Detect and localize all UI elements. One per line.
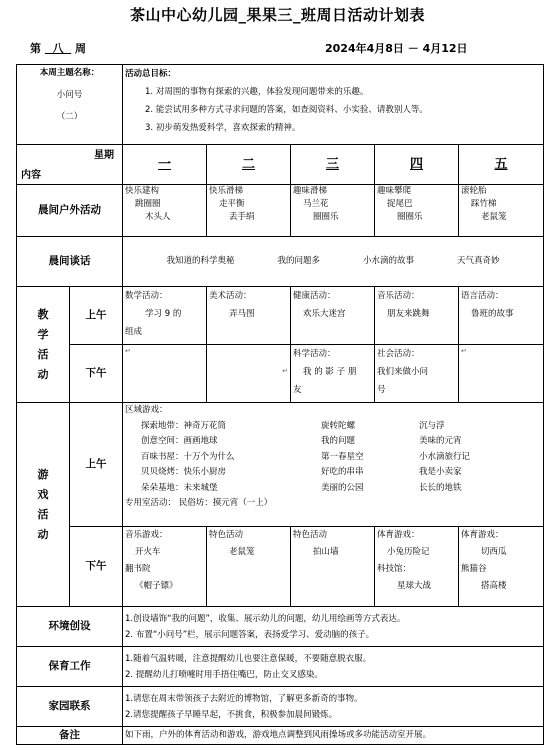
day-header xyxy=(459,145,544,185)
teaching-am-cell xyxy=(375,287,459,345)
cell-line: 学习 9 的 xyxy=(145,309,182,319)
area-row xyxy=(125,465,541,481)
plan-table xyxy=(16,64,544,745)
games-pm-cell xyxy=(123,527,207,607)
teaching-pm: 下午 xyxy=(70,345,123,403)
area-item: 探索地带：神奇万花筒 xyxy=(141,420,227,431)
teaching-label-text: 教学活动 xyxy=(37,307,49,381)
header-week: 星期 xyxy=(94,150,115,161)
cell-line: 欢乐大迷宫 xyxy=(303,309,346,319)
cell-line: 翻书院 xyxy=(125,564,151,574)
cell-line: 友 xyxy=(293,385,302,395)
week-row xyxy=(0,40,555,56)
care-label: 保育工作 xyxy=(17,647,123,687)
goals-cell xyxy=(123,65,544,145)
area-item: 我是小卖家 xyxy=(419,467,462,477)
games-label-text: 游戏活动 xyxy=(37,467,49,541)
cell-line: 我们来做小问 xyxy=(377,367,429,377)
home-item: 1.请您在周末带领孩子去附近的博物馆，了解更多新奇的事物。 xyxy=(125,693,363,704)
talk-item: 我的问题多 xyxy=(277,256,321,266)
cell-line: 社会活动： xyxy=(377,349,420,359)
cell-line: 跳圈圈 xyxy=(135,199,161,209)
env-label: 环境创设 xyxy=(17,607,123,647)
area-row xyxy=(125,481,541,497)
cell-line: 圈圈乐 xyxy=(397,212,423,222)
teaching-am-cell xyxy=(459,287,544,345)
area-item: 我的问题 xyxy=(321,436,356,446)
cell-line: 老鼠笼 xyxy=(481,212,507,222)
care-item: 2. 提醒幼儿打喷嚏时用手捂住嘴巴，防止交叉感染。 xyxy=(125,669,323,680)
games-am-cell xyxy=(123,403,544,527)
env-item: 2. 布置“小问号”栏，展示问题答案，表扬爱学习、爱动脑的孩子。 xyxy=(125,629,375,640)
area-label: 区域游戏： xyxy=(125,405,168,415)
note-label: 备注 xyxy=(17,727,123,745)
care-item: 1.随着气温转暖，注意提醒幼儿也要注意保暖，不要随意脱衣服。 xyxy=(125,653,372,664)
cell-line: 美术活动： xyxy=(209,291,252,301)
note-cell: 如下雨，户外的体育活动和游戏，游戏地点调整到风雨操场或多功能活动室开展。 xyxy=(123,727,544,745)
area-item: 好吃的串串 xyxy=(321,467,364,477)
teaching-am-cell xyxy=(291,287,375,345)
outdoor-label: 晨间户外活动 xyxy=(17,185,123,237)
cell-line: 号 xyxy=(377,385,386,395)
theme-cell xyxy=(17,65,123,145)
cell-line: 科学活动： xyxy=(293,349,336,359)
cell-line: 朋友来跳舞 xyxy=(387,309,430,319)
page-title: 茶山中心幼儿园_果果三_班周日活动计划表 xyxy=(129,6,425,24)
week-unit: 周 xyxy=(75,42,87,55)
outdoor-cell xyxy=(123,185,207,237)
day-label: 一 xyxy=(158,157,172,172)
area-item: 小水滴旅行记 xyxy=(419,451,471,462)
cell-line: 捉尾巴 xyxy=(387,199,413,209)
cell-mark: ↵ xyxy=(282,367,289,375)
cell-line: 我 的 影 子 朋 xyxy=(303,367,357,377)
cell-line: 音乐游戏： xyxy=(125,530,168,540)
day-header xyxy=(123,145,207,185)
area-item: 美丽的公园 xyxy=(321,482,364,493)
cell-line: 特色活动 xyxy=(209,530,244,540)
header-content: 内容 xyxy=(21,170,41,181)
env-cell xyxy=(123,607,544,647)
area-row xyxy=(125,434,541,450)
cell-line: 弄马图 xyxy=(229,309,255,319)
cell-line: 开火车 xyxy=(135,547,161,557)
games-pm-cell xyxy=(459,527,544,607)
area-row xyxy=(125,419,541,435)
teaching-pm-cell xyxy=(459,345,544,403)
env-item: 1.创设墙饰“我的问题”，收集、展示幼儿的问题，幼儿用绘画等方式表达。 xyxy=(125,613,406,624)
cell-line: 科技馆： xyxy=(377,564,412,574)
teaching-pm-cell xyxy=(123,345,207,403)
talk-item: 小水滴的故事 xyxy=(363,256,415,266)
day-label: 五 xyxy=(494,157,508,172)
games-pm-cell xyxy=(375,527,459,607)
cell-line: 特色活动 xyxy=(293,530,328,540)
week-label: 第 xyxy=(30,42,41,55)
area-item: 创意空间：画画地球 xyxy=(141,436,218,446)
goal-item: 1. 对周围的事物有探索的兴趣，体验发现问题带来的乐趣。 xyxy=(145,87,369,97)
week-num xyxy=(45,42,71,55)
goals-label: 活动总目标： xyxy=(125,69,177,79)
goal-item: 3. 初步萌发热爱科学，喜欢探索的精神。 xyxy=(145,123,301,133)
area-row xyxy=(125,450,541,466)
care-cell xyxy=(123,647,544,687)
cell-line: 木头人 xyxy=(145,212,171,222)
teaching-am-cell xyxy=(207,287,291,345)
cell-line: 马兰花 xyxy=(303,199,329,209)
home-item: 2.请您提醒孩子早睡早起，不挑食，积极参加晨间锻炼。 xyxy=(125,709,338,720)
teaching-pm-cell xyxy=(207,345,291,403)
area-item: 长长的地铁 xyxy=(419,482,462,493)
games-pm: 下午 xyxy=(70,527,123,607)
day-header xyxy=(291,145,375,185)
area-item: 贝贝烧烤：快乐小厨房 xyxy=(141,467,227,477)
week-num-value: 八 xyxy=(52,42,64,55)
cell-line: 搭高楼 xyxy=(481,581,507,591)
cell-line: 熊猫谷 xyxy=(461,564,487,574)
day-header xyxy=(207,145,291,185)
outdoor-cell xyxy=(459,185,544,237)
area-item: 旋转陀螺 xyxy=(321,420,356,431)
talk-item: 我知道的科学奥秘 xyxy=(166,256,235,266)
date-range: 2024年4月8日 － 4月12日 xyxy=(325,42,468,55)
room-activity: 专用室活动： 民俗坊：摸元宵（一上） xyxy=(125,498,273,508)
cell-line: 体育游戏： xyxy=(377,530,420,540)
teaching-label xyxy=(17,287,70,403)
theme-label: 本周主题名称： xyxy=(39,68,100,78)
day-header xyxy=(375,145,459,185)
outdoor-cell xyxy=(291,185,375,237)
games-pm-cell xyxy=(207,527,291,607)
cell-line: 切西瓜 xyxy=(481,547,507,557)
area-item: 百味书屋：十万个为什么 xyxy=(141,451,235,462)
cell-line: 丢手绢 xyxy=(229,212,255,222)
cell-mark: ↵ xyxy=(461,347,467,355)
cell-line: 组成 xyxy=(125,327,143,337)
cell-line: 鲁班的故事 xyxy=(471,309,514,319)
home-label: 家园联系 xyxy=(17,687,123,727)
games-label xyxy=(17,403,70,607)
cell-line: 星球大战 xyxy=(397,581,432,591)
cell-line: 圈圈乐 xyxy=(313,212,339,222)
games-am: 上午 xyxy=(70,403,123,527)
cell-line: 拍山墙 xyxy=(313,547,339,557)
talk-cell xyxy=(123,237,544,287)
cell-line: 踩竹梯 xyxy=(471,199,497,209)
cell-line: 趣味滑梯 xyxy=(293,186,328,196)
cell-line: 快乐滑梯 xyxy=(209,186,244,196)
cell-mark: ↵ xyxy=(125,347,131,355)
area-item: 沉与浮 xyxy=(419,420,445,431)
games-pm-cell xyxy=(291,527,375,607)
day-label: 二 xyxy=(242,157,256,172)
content-header xyxy=(17,145,123,185)
talk-label: 晨间谈话 xyxy=(17,237,123,287)
theme-sub: （二） xyxy=(56,112,83,122)
area-item: 美味的元宵 xyxy=(419,436,462,446)
cell-line: 快乐建构 xyxy=(125,186,160,196)
cell-line: 老鼠笼 xyxy=(229,547,255,557)
week-number xyxy=(30,40,86,56)
cell-line: 语言活动： xyxy=(461,291,504,301)
cell-line: 滚轮胎 xyxy=(461,186,487,196)
area-item: 第一春星空 xyxy=(321,451,364,462)
cell-line: 健康活动： xyxy=(293,291,336,301)
home-cell xyxy=(123,687,544,727)
day-label: 三 xyxy=(326,157,340,172)
goal-item: 2. 能尝试用多种方式寻求问题的答案，如查阅资料、小实验、请教别人等。 xyxy=(145,105,428,115)
teaching-am: 上午 xyxy=(70,287,123,345)
cell-line: 走平衡 xyxy=(219,199,245,209)
area-item: 朵朵基地：未来城堡 xyxy=(141,482,218,493)
cell-line: 趣味攀爬 xyxy=(377,186,412,196)
outdoor-cell xyxy=(375,185,459,237)
cell-line: 体育游戏： xyxy=(461,530,504,540)
outdoor-cell xyxy=(207,185,291,237)
cell-line: 数学活动： xyxy=(125,291,168,301)
teaching-pm-cell xyxy=(375,345,459,403)
talk-item: 天气真奇妙 xyxy=(457,256,500,266)
teaching-pm-cell xyxy=(291,345,375,403)
cell-line: 小兔历险记 xyxy=(387,547,430,557)
teaching-am-cell xyxy=(123,287,207,345)
day-label: 四 xyxy=(410,157,424,172)
cell-line: 音乐活动： xyxy=(377,291,420,301)
cell-line: 《帽子镖》 xyxy=(135,581,178,591)
theme-name: 小问号 xyxy=(56,90,83,100)
